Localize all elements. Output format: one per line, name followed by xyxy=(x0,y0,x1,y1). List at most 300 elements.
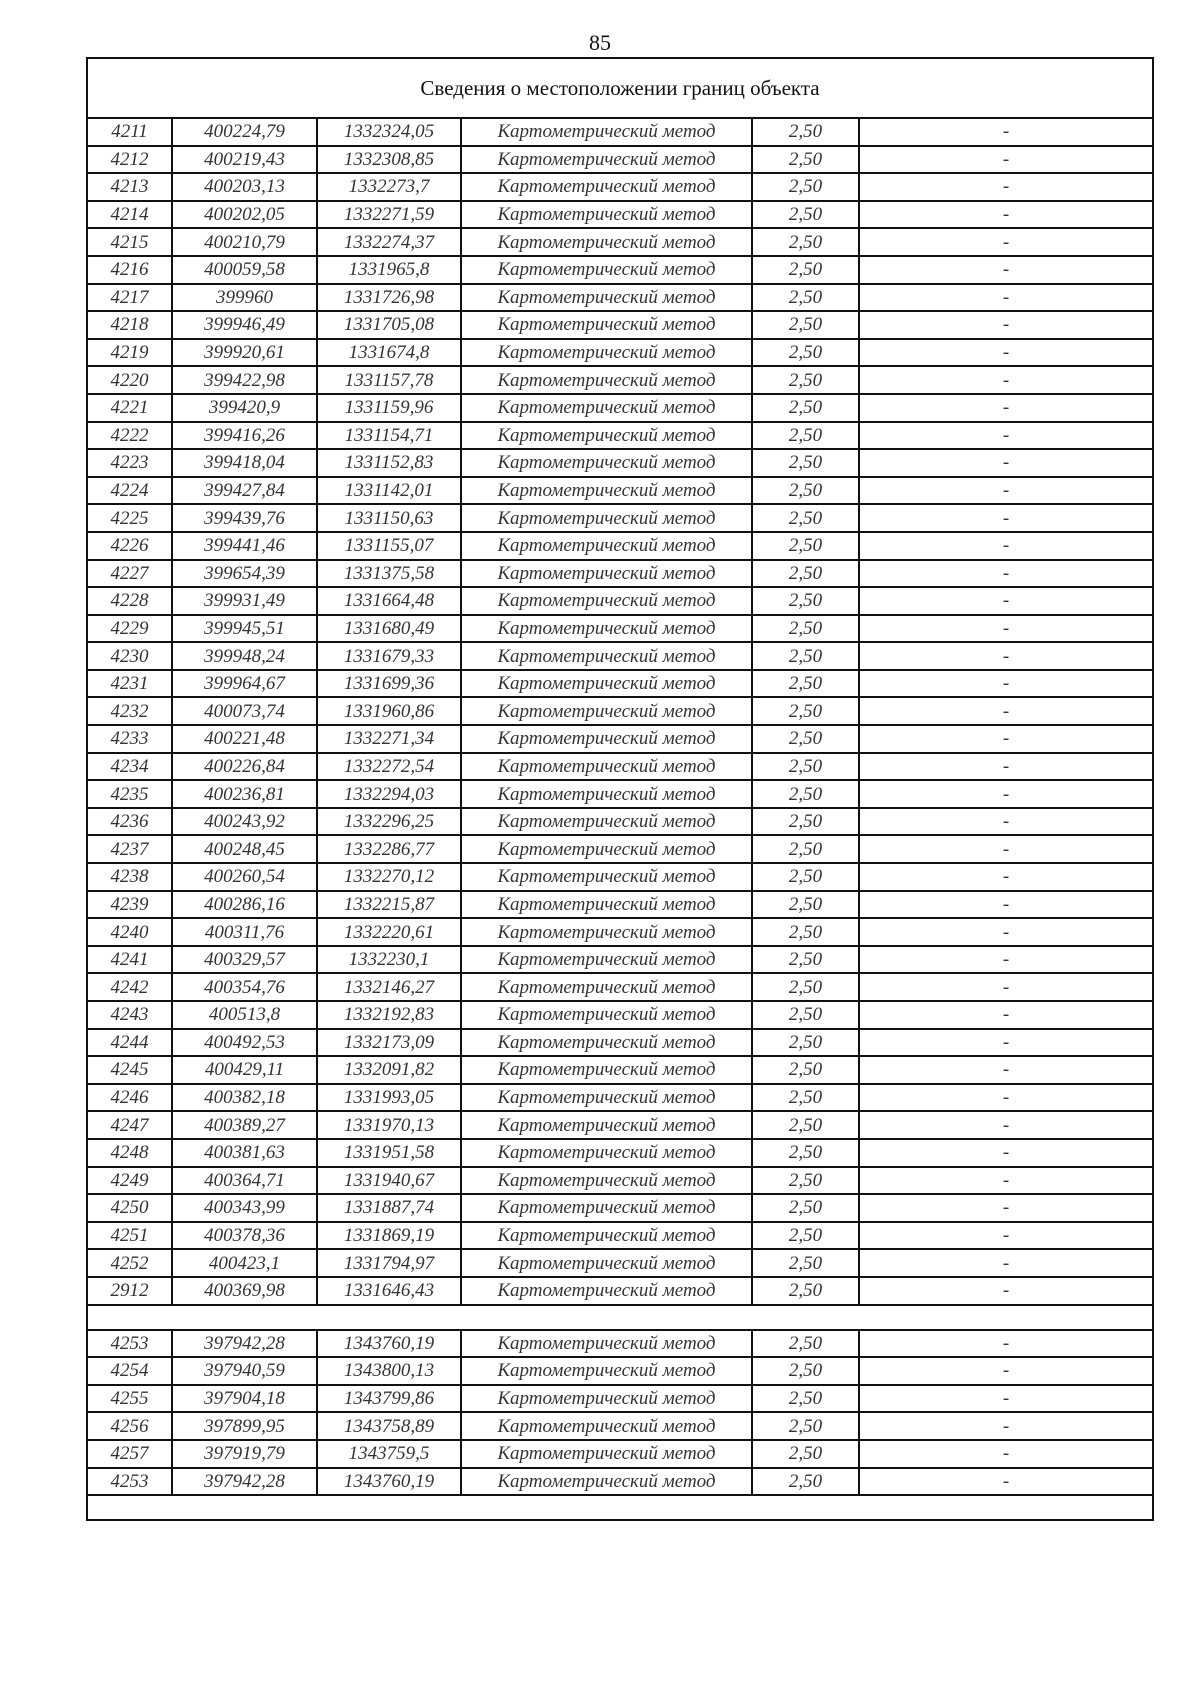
description-cell: - xyxy=(859,1029,1153,1057)
point-number-cell: 4230 xyxy=(87,642,172,670)
table-row xyxy=(87,615,1153,643)
method-cell: Картометрический метод xyxy=(461,808,752,836)
accuracy-cell: 2,50 xyxy=(752,560,859,588)
accuracy-cell: 2,50 xyxy=(752,863,859,891)
point-number-cell: 4252 xyxy=(87,1249,172,1277)
y-coordinate-cell: 1332274,37 xyxy=(317,228,461,256)
y-coordinate-cell: 1331646,43 xyxy=(317,1277,461,1305)
accuracy-cell: 2,50 xyxy=(752,366,859,394)
accuracy-cell: 2,50 xyxy=(752,1277,859,1305)
point-number-cell: 4223 xyxy=(87,449,172,477)
method-cell: Картометрический метод xyxy=(461,560,752,588)
method-cell: Картометрический метод xyxy=(461,1357,752,1385)
x-coordinate-cell: 400260,54 xyxy=(172,863,317,891)
x-coordinate-cell: 400243,92 xyxy=(172,808,317,836)
accuracy-cell: 2,50 xyxy=(752,256,859,284)
table-row xyxy=(87,422,1153,450)
x-coordinate-cell: 400224,79 xyxy=(172,118,317,146)
description-cell: - xyxy=(859,1139,1153,1167)
point-number-cell: 4212 xyxy=(87,146,172,174)
method-cell: Картометрический метод xyxy=(461,615,752,643)
x-coordinate-cell: 399931,49 xyxy=(172,587,317,615)
point-number-cell: 4253 xyxy=(87,1330,172,1358)
accuracy-cell: 2,50 xyxy=(752,504,859,532)
point-number-cell: 4237 xyxy=(87,835,172,863)
y-coordinate-cell: 1343758,89 xyxy=(317,1412,461,1440)
accuracy-cell: 2,50 xyxy=(752,835,859,863)
y-coordinate-cell: 1331869,19 xyxy=(317,1222,461,1250)
y-coordinate-cell: 1331794,97 xyxy=(317,1249,461,1277)
y-coordinate-cell: 1332146,27 xyxy=(317,973,461,1001)
x-coordinate-cell: 400389,27 xyxy=(172,1111,317,1139)
method-cell: Картометрический метод xyxy=(461,449,752,477)
method-cell: Картометрический метод xyxy=(461,918,752,946)
point-number-cell: 4221 xyxy=(87,394,172,422)
y-coordinate-cell: 1331680,49 xyxy=(317,615,461,643)
x-coordinate-cell: 399960 xyxy=(172,284,317,312)
point-number-cell: 4254 xyxy=(87,1357,172,1385)
table-row xyxy=(87,835,1153,863)
table-title-row xyxy=(87,58,1153,118)
x-coordinate-cell: 399416,26 xyxy=(172,422,317,450)
point-number-cell: 4238 xyxy=(87,863,172,891)
table-row xyxy=(87,449,1153,477)
y-coordinate-cell: 1331150,63 xyxy=(317,504,461,532)
accuracy-cell: 2,50 xyxy=(752,477,859,505)
point-number-cell: 4248 xyxy=(87,1139,172,1167)
accuracy-cell: 2,50 xyxy=(752,1385,859,1413)
description-cell: - xyxy=(859,311,1153,339)
description-cell: - xyxy=(859,477,1153,505)
y-coordinate-cell: 1331154,71 xyxy=(317,422,461,450)
description-cell: - xyxy=(859,532,1153,560)
description-cell: - xyxy=(859,753,1153,781)
method-cell: Картометрический метод xyxy=(461,835,752,863)
table-row xyxy=(87,946,1153,974)
table-row xyxy=(87,725,1153,753)
method-cell: Картометрический метод xyxy=(461,532,752,560)
accuracy-cell: 2,50 xyxy=(752,311,859,339)
table-row xyxy=(87,753,1153,781)
method-cell: Картометрический метод xyxy=(461,725,752,753)
description-cell: - xyxy=(859,1412,1153,1440)
table-row xyxy=(87,1194,1153,1222)
table-row xyxy=(87,504,1153,532)
y-coordinate-cell: 1331965,8 xyxy=(317,256,461,284)
table-title: Сведения о местоположении границ объекта xyxy=(87,58,1153,118)
y-coordinate-cell: 1331970,13 xyxy=(317,1111,461,1139)
method-cell: Картометрический метод xyxy=(461,1412,752,1440)
y-coordinate-cell: 1331155,07 xyxy=(317,532,461,560)
description-cell: - xyxy=(859,339,1153,367)
x-coordinate-cell: 400226,84 xyxy=(172,753,317,781)
description-cell: - xyxy=(859,1357,1153,1385)
description-cell: - xyxy=(859,1277,1153,1305)
table-row xyxy=(87,1084,1153,1112)
table-row xyxy=(87,1139,1153,1167)
point-number-cell: 4251 xyxy=(87,1222,172,1250)
description-cell: - xyxy=(859,1222,1153,1250)
description-cell: - xyxy=(859,1167,1153,1195)
x-coordinate-cell: 400381,63 xyxy=(172,1139,317,1167)
method-cell: Картометрический метод xyxy=(461,146,752,174)
method-cell: Картометрический метод xyxy=(461,642,752,670)
y-coordinate-cell: 1343800,13 xyxy=(317,1357,461,1385)
x-coordinate-cell: 399422,98 xyxy=(172,366,317,394)
table-row xyxy=(87,1357,1153,1385)
method-cell: Картометрический метод xyxy=(461,1167,752,1195)
y-coordinate-cell: 1332192,83 xyxy=(317,1001,461,1029)
description-cell: - xyxy=(859,1440,1153,1468)
x-coordinate-cell: 400343,99 xyxy=(172,1194,317,1222)
table-row xyxy=(87,394,1153,422)
y-coordinate-cell: 1332308,85 xyxy=(317,146,461,174)
point-number-cell: 4222 xyxy=(87,422,172,450)
group-separator-row xyxy=(87,1495,1153,1520)
description-cell: - xyxy=(859,560,1153,588)
table-row xyxy=(87,532,1153,560)
point-number-cell: 4227 xyxy=(87,560,172,588)
description-cell: - xyxy=(859,863,1153,891)
accuracy-cell: 2,50 xyxy=(752,1468,859,1496)
accuracy-cell: 2,50 xyxy=(752,228,859,256)
x-coordinate-cell: 400378,36 xyxy=(172,1222,317,1250)
table-row xyxy=(87,697,1153,725)
x-coordinate-cell: 399418,04 xyxy=(172,449,317,477)
table-row xyxy=(87,560,1153,588)
x-coordinate-cell: 400311,76 xyxy=(172,918,317,946)
accuracy-cell: 2,50 xyxy=(752,1056,859,1084)
x-coordinate-cell: 399439,76 xyxy=(172,504,317,532)
point-number-cell: 4226 xyxy=(87,532,172,560)
point-number-cell: 4218 xyxy=(87,311,172,339)
description-cell: - xyxy=(859,146,1153,174)
point-number-cell: 4220 xyxy=(87,366,172,394)
accuracy-cell: 2,50 xyxy=(752,642,859,670)
y-coordinate-cell: 1331152,83 xyxy=(317,449,461,477)
table-row xyxy=(87,780,1153,808)
x-coordinate-cell: 400382,18 xyxy=(172,1084,317,1112)
point-number-cell: 4217 xyxy=(87,284,172,312)
point-number-cell: 4236 xyxy=(87,808,172,836)
y-coordinate-cell: 1332220,61 xyxy=(317,918,461,946)
point-number-cell: 4257 xyxy=(87,1440,172,1468)
y-coordinate-cell: 1343799,86 xyxy=(317,1385,461,1413)
table-row xyxy=(87,1029,1153,1057)
accuracy-cell: 2,50 xyxy=(752,808,859,836)
x-coordinate-cell: 400219,43 xyxy=(172,146,317,174)
method-cell: Картометрический метод xyxy=(461,1056,752,1084)
description-cell: - xyxy=(859,394,1153,422)
description-cell: - xyxy=(859,173,1153,201)
method-cell: Картометрический метод xyxy=(461,587,752,615)
y-coordinate-cell: 1332173,09 xyxy=(317,1029,461,1057)
point-number-cell: 4213 xyxy=(87,173,172,201)
table-row xyxy=(87,228,1153,256)
method-cell: Картометрический метод xyxy=(461,1001,752,1029)
table-row xyxy=(87,477,1153,505)
y-coordinate-cell: 1331726,98 xyxy=(317,284,461,312)
table-row xyxy=(87,339,1153,367)
table-row xyxy=(87,1001,1153,1029)
table-row xyxy=(87,587,1153,615)
description-cell: - xyxy=(859,228,1153,256)
table-row xyxy=(87,1056,1153,1084)
table-row xyxy=(87,808,1153,836)
table-row xyxy=(87,1277,1153,1305)
point-number-cell: 4241 xyxy=(87,946,172,974)
x-coordinate-cell: 400248,45 xyxy=(172,835,317,863)
accuracy-cell: 2,50 xyxy=(752,1249,859,1277)
point-number-cell: 4253 xyxy=(87,1468,172,1496)
table-row xyxy=(87,1111,1153,1139)
point-number-cell: 2912 xyxy=(87,1277,172,1305)
table-row xyxy=(87,1330,1153,1358)
accuracy-cell: 2,50 xyxy=(752,201,859,229)
accuracy-cell: 2,50 xyxy=(752,173,859,201)
method-cell: Картометрический метод xyxy=(461,1277,752,1305)
method-cell: Картометрический метод xyxy=(461,1084,752,1112)
method-cell: Картометрический метод xyxy=(461,1029,752,1057)
table-row xyxy=(87,1249,1153,1277)
method-cell: Картометрический метод xyxy=(461,946,752,974)
point-number-cell: 4243 xyxy=(87,1001,172,1029)
table-row xyxy=(87,670,1153,698)
description-cell: - xyxy=(859,256,1153,284)
point-number-cell: 4228 xyxy=(87,587,172,615)
method-cell: Картометрический метод xyxy=(461,256,752,284)
description-cell: - xyxy=(859,615,1153,643)
accuracy-cell: 2,50 xyxy=(752,1139,859,1167)
accuracy-cell: 2,50 xyxy=(752,146,859,174)
x-coordinate-cell: 397942,28 xyxy=(172,1468,317,1496)
description-cell: - xyxy=(859,780,1153,808)
y-coordinate-cell: 1332324,05 xyxy=(317,118,461,146)
table-body xyxy=(87,58,1153,1520)
y-coordinate-cell: 1332296,25 xyxy=(317,808,461,836)
table-row xyxy=(87,1468,1153,1496)
x-coordinate-cell: 399420,9 xyxy=(172,394,317,422)
x-coordinate-cell: 400286,16 xyxy=(172,891,317,919)
description-cell: - xyxy=(859,835,1153,863)
accuracy-cell: 2,50 xyxy=(752,1029,859,1057)
method-cell: Картометрический метод xyxy=(461,504,752,532)
description-cell: - xyxy=(859,946,1153,974)
description-cell: - xyxy=(859,422,1153,450)
accuracy-cell: 2,50 xyxy=(752,339,859,367)
table-row xyxy=(87,311,1153,339)
point-number-cell: 4256 xyxy=(87,1412,172,1440)
accuracy-cell: 2,50 xyxy=(752,891,859,919)
description-cell: - xyxy=(859,973,1153,1001)
method-cell: Картометрический метод xyxy=(461,670,752,698)
y-coordinate-cell: 1343759,5 xyxy=(317,1440,461,1468)
description-cell: - xyxy=(859,670,1153,698)
x-coordinate-cell: 400423,1 xyxy=(172,1249,317,1277)
x-coordinate-cell: 399964,67 xyxy=(172,670,317,698)
accuracy-cell: 2,50 xyxy=(752,615,859,643)
table-row xyxy=(87,173,1153,201)
y-coordinate-cell: 1332230,1 xyxy=(317,946,461,974)
x-coordinate-cell: 400354,76 xyxy=(172,973,317,1001)
y-coordinate-cell: 1331951,58 xyxy=(317,1139,461,1167)
description-cell: - xyxy=(859,118,1153,146)
description-cell: - xyxy=(859,808,1153,836)
description-cell: - xyxy=(859,1385,1153,1413)
x-coordinate-cell: 397904,18 xyxy=(172,1385,317,1413)
accuracy-cell: 2,50 xyxy=(752,1222,859,1250)
description-cell: - xyxy=(859,725,1153,753)
table-row xyxy=(87,863,1153,891)
x-coordinate-cell: 400329,57 xyxy=(172,946,317,974)
y-coordinate-cell: 1332270,12 xyxy=(317,863,461,891)
point-number-cell: 4250 xyxy=(87,1194,172,1222)
point-number-cell: 4216 xyxy=(87,256,172,284)
table-row xyxy=(87,1440,1153,1468)
accuracy-cell: 2,50 xyxy=(752,1440,859,1468)
y-coordinate-cell: 1331940,67 xyxy=(317,1167,461,1195)
method-cell: Картометрический метод xyxy=(461,1139,752,1167)
y-coordinate-cell: 1331705,08 xyxy=(317,311,461,339)
table-row xyxy=(87,642,1153,670)
point-number-cell: 4255 xyxy=(87,1385,172,1413)
x-coordinate-cell: 399946,49 xyxy=(172,311,317,339)
point-number-cell: 4214 xyxy=(87,201,172,229)
x-coordinate-cell: 400202,05 xyxy=(172,201,317,229)
description-cell: - xyxy=(859,1111,1153,1139)
method-cell: Картометрический метод xyxy=(461,973,752,1001)
description-cell: - xyxy=(859,201,1153,229)
table-row xyxy=(87,1167,1153,1195)
method-cell: Картометрический метод xyxy=(461,780,752,808)
accuracy-cell: 2,50 xyxy=(752,780,859,808)
accuracy-cell: 2,50 xyxy=(752,725,859,753)
description-cell: - xyxy=(859,1194,1153,1222)
accuracy-cell: 2,50 xyxy=(752,422,859,450)
accuracy-cell: 2,50 xyxy=(752,697,859,725)
description-cell: - xyxy=(859,642,1153,670)
method-cell: Картометрический метод xyxy=(461,118,752,146)
x-coordinate-cell: 399920,61 xyxy=(172,339,317,367)
table-row xyxy=(87,973,1153,1001)
y-coordinate-cell: 1332271,59 xyxy=(317,201,461,229)
accuracy-cell: 2,50 xyxy=(752,394,859,422)
x-coordinate-cell: 400492,53 xyxy=(172,1029,317,1057)
y-coordinate-cell: 1332271,34 xyxy=(317,725,461,753)
description-cell: - xyxy=(859,504,1153,532)
y-coordinate-cell: 1343760,19 xyxy=(317,1468,461,1496)
x-coordinate-cell: 397899,95 xyxy=(172,1412,317,1440)
x-coordinate-cell: 400364,71 xyxy=(172,1167,317,1195)
table-row xyxy=(87,118,1153,146)
method-cell: Картометрический метод xyxy=(461,863,752,891)
method-cell: Картометрический метод xyxy=(461,311,752,339)
description-cell: - xyxy=(859,1249,1153,1277)
point-number-cell: 4235 xyxy=(87,780,172,808)
method-cell: Картометрический метод xyxy=(461,1330,752,1358)
x-coordinate-cell: 397942,28 xyxy=(172,1330,317,1358)
y-coordinate-cell: 1332273,7 xyxy=(317,173,461,201)
description-cell: - xyxy=(859,1330,1153,1358)
method-cell: Картометрический метод xyxy=(461,477,752,505)
point-number-cell: 4239 xyxy=(87,891,172,919)
method-cell: Картометрический метод xyxy=(461,394,752,422)
method-cell: Картометрический метод xyxy=(461,228,752,256)
method-cell: Картометрический метод xyxy=(461,422,752,450)
y-coordinate-cell: 1331887,74 xyxy=(317,1194,461,1222)
accuracy-cell: 2,50 xyxy=(752,1167,859,1195)
method-cell: Картометрический метод xyxy=(461,1194,752,1222)
y-coordinate-cell: 1331674,8 xyxy=(317,339,461,367)
method-cell: Картометрический метод xyxy=(461,1385,752,1413)
method-cell: Картометрический метод xyxy=(461,284,752,312)
x-coordinate-cell: 400221,48 xyxy=(172,725,317,753)
group-separator-row xyxy=(87,1305,1153,1330)
method-cell: Картометрический метод xyxy=(461,173,752,201)
description-cell: - xyxy=(859,918,1153,946)
x-coordinate-cell: 399654,39 xyxy=(172,560,317,588)
description-cell: - xyxy=(859,449,1153,477)
y-coordinate-cell: 1331159,96 xyxy=(317,394,461,422)
point-number-cell: 4231 xyxy=(87,670,172,698)
y-coordinate-cell: 1332294,03 xyxy=(317,780,461,808)
x-coordinate-cell: 399945,51 xyxy=(172,615,317,643)
point-number-cell: 4225 xyxy=(87,504,172,532)
accuracy-cell: 2,50 xyxy=(752,918,859,946)
accuracy-cell: 2,50 xyxy=(752,449,859,477)
y-coordinate-cell: 1331375,58 xyxy=(317,560,461,588)
point-number-cell: 4233 xyxy=(87,725,172,753)
point-number-cell: 4211 xyxy=(87,118,172,146)
group-separator-cell xyxy=(87,1305,1153,1330)
method-cell: Картометрический метод xyxy=(461,1222,752,1250)
y-coordinate-cell: 1332215,87 xyxy=(317,891,461,919)
x-coordinate-cell: 399441,46 xyxy=(172,532,317,560)
table-row xyxy=(87,918,1153,946)
method-cell: Картометрический метод xyxy=(461,1440,752,1468)
method-cell: Картометрический метод xyxy=(461,366,752,394)
accuracy-cell: 2,50 xyxy=(752,532,859,560)
point-number-cell: 4234 xyxy=(87,753,172,781)
y-coordinate-cell: 1343760,19 xyxy=(317,1330,461,1358)
method-cell: Картометрический метод xyxy=(461,1468,752,1496)
point-number-cell: 4246 xyxy=(87,1084,172,1112)
y-coordinate-cell: 1332272,54 xyxy=(317,753,461,781)
y-coordinate-cell: 1331679,33 xyxy=(317,642,461,670)
accuracy-cell: 2,50 xyxy=(752,1084,859,1112)
method-cell: Картометрический метод xyxy=(461,697,752,725)
table-row xyxy=(87,891,1153,919)
accuracy-cell: 2,50 xyxy=(752,284,859,312)
method-cell: Картометрический метод xyxy=(461,1111,752,1139)
x-coordinate-cell: 400513,8 xyxy=(172,1001,317,1029)
method-cell: Картометрический метод xyxy=(461,891,752,919)
description-cell: - xyxy=(859,1468,1153,1496)
accuracy-cell: 2,50 xyxy=(752,1357,859,1385)
method-cell: Картометрический метод xyxy=(461,1249,752,1277)
point-number-cell: 4244 xyxy=(87,1029,172,1057)
description-cell: - xyxy=(859,891,1153,919)
method-cell: Картометрический метод xyxy=(461,753,752,781)
y-coordinate-cell: 1331664,48 xyxy=(317,587,461,615)
description-cell: - xyxy=(859,697,1153,725)
method-cell: Картометрический метод xyxy=(461,201,752,229)
description-cell: - xyxy=(859,366,1153,394)
accuracy-cell: 2,50 xyxy=(752,1330,859,1358)
point-number-cell: 4215 xyxy=(87,228,172,256)
table-row xyxy=(87,1385,1153,1413)
x-coordinate-cell: 400236,81 xyxy=(172,780,317,808)
